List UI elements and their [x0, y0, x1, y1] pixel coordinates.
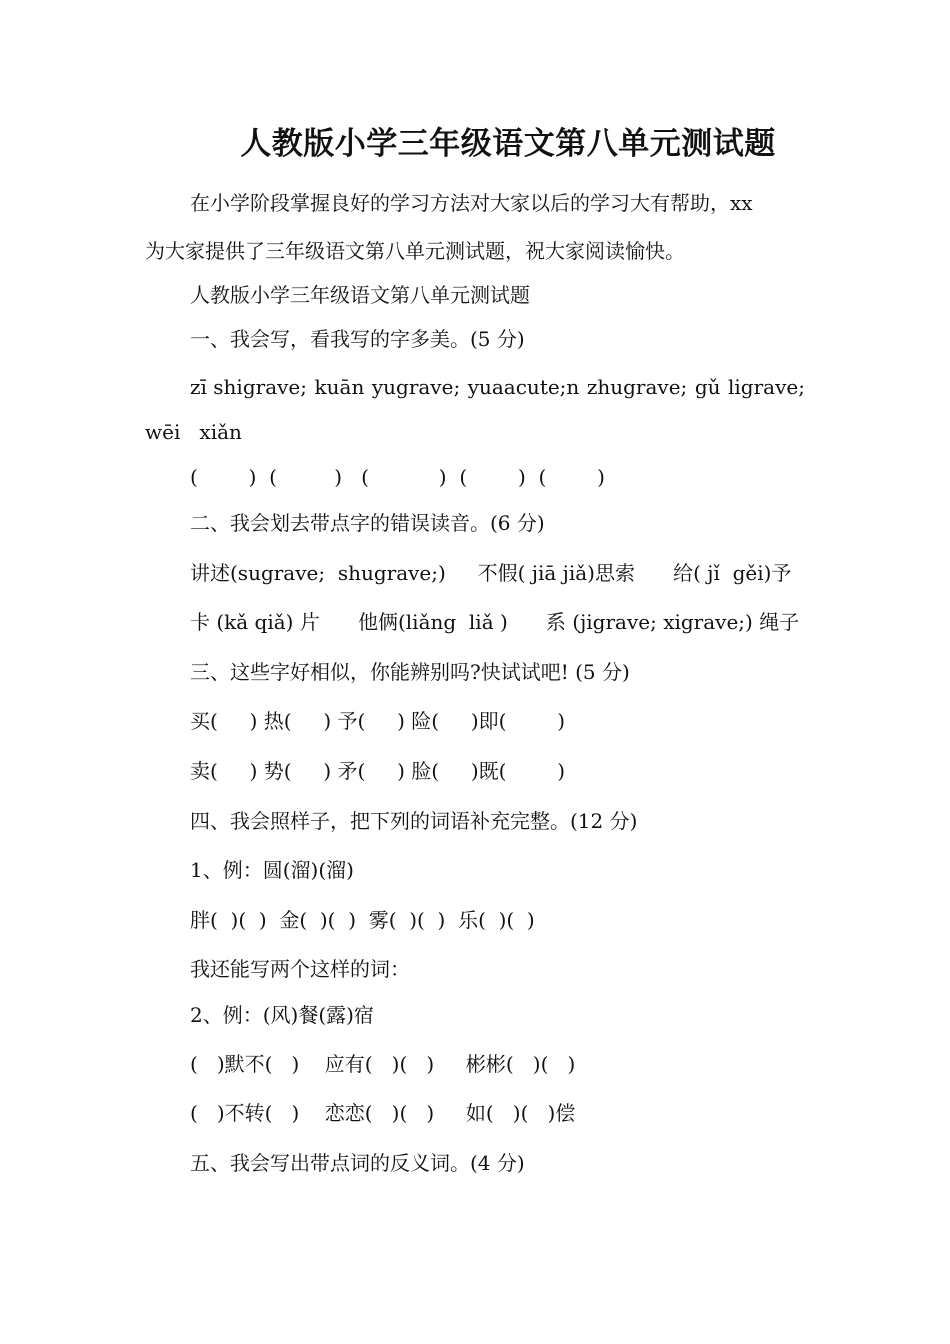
- question-3-heading: 三、这些字好相似，你能辨别吗?快试试吧! (5 分): [190, 660, 630, 684]
- question-4-row-3: ( )不转( ) 恋恋( )( ) 如( )( )偿: [190, 1101, 576, 1125]
- pinyin-item: yugrave;: [371, 375, 461, 399]
- question-4-row-1: 胖( )( ) 金( )( ) 雾( )( ) 乐( )( ): [190, 908, 535, 932]
- question-4-more: 我还能写两个这样的词：: [190, 957, 410, 981]
- question-2-heading: 二、我会划去带点字的错误读音。(6 分): [190, 511, 545, 535]
- question-1-blanks: ( ) ( ) ( ) ( ) ( ): [190, 465, 605, 489]
- intro-line-1: 在小学阶段掌握良好的学习方法对大家以后的学习大有帮助，xx: [190, 191, 753, 215]
- pinyin-item: ligrave;: [728, 375, 805, 399]
- subtitle: 人教版小学三年级语文第八单元测试题: [190, 283, 530, 307]
- question-3-line-2: 卖( ) 势( ) 矛( ) 脸( )既( ): [190, 759, 566, 783]
- question-2-line-1: 讲述(sugrave; shugrave;) 不假( jiā jiǎ)思索 给( jǐ gěi)予: [190, 561, 792, 585]
- pinyin-item: zī shigrave;: [190, 375, 307, 399]
- question-4-example-2: 2、例：(风)餐(露)宿: [190, 1003, 374, 1027]
- pinyin-item: zhugrave;: [586, 375, 688, 399]
- question-5-heading: 五、我会写出带点词的反义词。(4 分): [190, 1151, 525, 1175]
- question-1-pinyin-row: [190, 374, 805, 400]
- question-3-line-1: 买( ) 热( ) 予( ) 险( )即( ): [190, 709, 566, 733]
- pinyin-item: gǔ: [694, 375, 721, 399]
- question-4-row-2: ( )默不( ) 应有( )( ) 彬彬( )( ): [190, 1052, 576, 1076]
- question-4-heading: 四、我会照样子，把下列的词语补充完整。(12 分): [190, 809, 638, 833]
- page-title: 人教版小学三年级语文第八单元测试题: [240, 126, 776, 162]
- pinyin-item: yuaacute;n: [467, 375, 580, 399]
- intro-line-2: 为大家提供了三年级语文第八单元测试题，祝大家阅读愉快。: [145, 239, 685, 263]
- question-1-pinyin-continued: wēi xiǎn: [145, 420, 242, 444]
- question-4-example-1: 1、例：圆(溜)(溜): [190, 858, 354, 882]
- question-1-heading: 一、我会写，看我写的字多美。(5 分): [190, 327, 525, 351]
- pinyin-item: kuān: [314, 375, 365, 399]
- question-2-line-2: 卡 (kǎ qiǎ) 片 他俩(liǎng liǎ ) 系 (jigrave; xigrave;) 绳子: [190, 610, 800, 634]
